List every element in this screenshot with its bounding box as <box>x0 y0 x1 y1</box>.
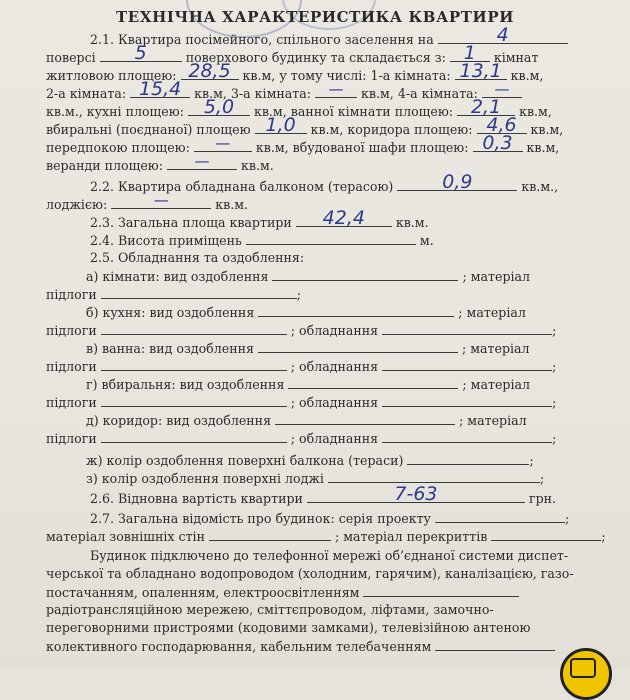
field-floors: 5 <box>100 49 182 62</box>
para-line-4: радіотрансляційною мережею, сміттєпроводом, ліфтами, замочно- <box>46 602 494 617</box>
field-hall: — <box>194 139 252 152</box>
badge-icon <box>570 658 596 678</box>
field-room3: — <box>315 85 357 98</box>
field-loggia: — <box>111 196 211 209</box>
line-2-2-a: 2.2. Квартира обладнана балконом (терасою) 0,9 кв.м., <box>90 171 559 194</box>
line-2-5-b: б) кухня: вид оздоблення ; матеріал <box>86 305 526 320</box>
page-title: ТЕХНІЧНА ХАРАКТЕРИСТИКА КВАРТИРИ <box>116 8 514 26</box>
field-height <box>246 232 416 245</box>
line-2-1-f: вбиральні (поєднаної) площею 1,0 кв.м, коридора площею: 4,6 кв.м, <box>46 114 564 137</box>
line-2-5-a-floors: підлоги ; <box>46 287 302 302</box>
line-2-2-b: лоджією: — кв.м. <box>46 191 249 212</box>
field-total-area: 42,4 <box>296 214 392 227</box>
field-veranda: — <box>167 157 237 170</box>
line-2-7-a: 2.7. Загальна відомість про будинок: серія проекту ; <box>90 511 570 526</box>
line-2-5-e-floors: підлоги ; обладнання ; <box>46 431 557 446</box>
line-2-1-a: 2.1. Квартира посімейного, спільного заселення на 4 <box>46 31 572 48</box>
line-2-6: 2.6. Відновна вартість квартири 7-63 грн. <box>90 483 557 506</box>
field-room2: 15,4 <box>130 85 190 98</box>
line-2-5-e: д) коридор: вид оздоблення ; матеріал <box>86 413 527 428</box>
line-2-5-d-floors: підлоги ; обладнання ; <box>46 395 557 410</box>
para-line-2: черської та обладнано водопроводом (холодним, гарячим), каналізацією, газо- <box>46 566 574 581</box>
line-2-1-d: 2-а кімната: 15,4 кв.м, 3-а кімната: — кв.м, 4-а кімната: — <box>46 85 572 102</box>
line-2-3: 2.3. Загальна площа квартири 42,4 кв.м. <box>90 207 429 230</box>
line-2-5-a: а) кімнати: вид оздоблення ; матеріал <box>86 269 531 284</box>
line-2-1-b: поверсі 5 поверхового будинку та складається з: 1 кімнат <box>46 42 539 65</box>
line-2-1-c: житловою площею: 28,5 кв.м, у тому числі: 1-а кімната: 13,1 кв.м, <box>46 60 544 83</box>
line-2-5-c: в) ванна: вид оздоблення ; матеріал <box>86 341 530 356</box>
line-2-4: 2.4. Висота приміщень м. <box>90 233 434 248</box>
field-wc: 1,0 <box>255 121 307 134</box>
line-2-5-b-floors: підлоги ; обладнання ; <box>46 323 557 338</box>
field-rooms: 1 <box>450 49 490 62</box>
field-room1: 13,1 <box>455 67 507 80</box>
field-bath: 2,1 <box>457 103 515 116</box>
para-line-3: постачанням, опаленням, електроосвітленням <box>46 584 572 601</box>
field-corridor: 4,6 <box>477 121 527 134</box>
line-2-5-z: з) колір оздоблення поверхні лоджі ; <box>86 471 545 486</box>
field-balcony: 0,9 <box>397 178 517 191</box>
line-2-1-e: кв.м., кухні площею: 5,0 кв.м, ванної кімнати площею: 2,1 кв.м, <box>46 96 552 119</box>
field-closet: 0,3 <box>473 139 523 152</box>
field-floor: 4 <box>438 31 568 44</box>
para-line-1: Будинок підключено до телефонної мережі об’єднаної системи диспет- <box>90 548 569 563</box>
line-2-7-b: матеріал зовнішніх стін ; матеріал перекриттів ; <box>46 529 606 544</box>
line-2-5-zh: ж) колір оздоблення поверхні балкона (тераси) ; <box>86 453 534 468</box>
para-line-6: колективного господарювання, кабельним телебаченням <box>46 638 572 655</box>
field-room4: — <box>482 85 522 98</box>
field-kitchen: 5,0 <box>188 103 250 116</box>
line-2-5-d: г) вбиральня: вид оздоблення ; матеріал <box>86 377 530 392</box>
field-living-area: 28,5 <box>181 67 239 80</box>
field-cost: 7-63 <box>307 490 525 503</box>
line-2-5-c-floors: підлоги ; обладнання ; <box>46 359 557 374</box>
line-2-1-h: веранди площею: — кв.м. <box>46 152 274 173</box>
line-2-1-g: передпокою площею: — кв.м, вбудованої шафи площею: 0,3 кв.м, <box>46 132 560 155</box>
para-line-5: переговорними пристроями (кодовими замками), телевізійною антеною <box>46 620 531 635</box>
line-2-5-head: 2.5. Обладнання та оздоблення: <box>90 250 305 265</box>
